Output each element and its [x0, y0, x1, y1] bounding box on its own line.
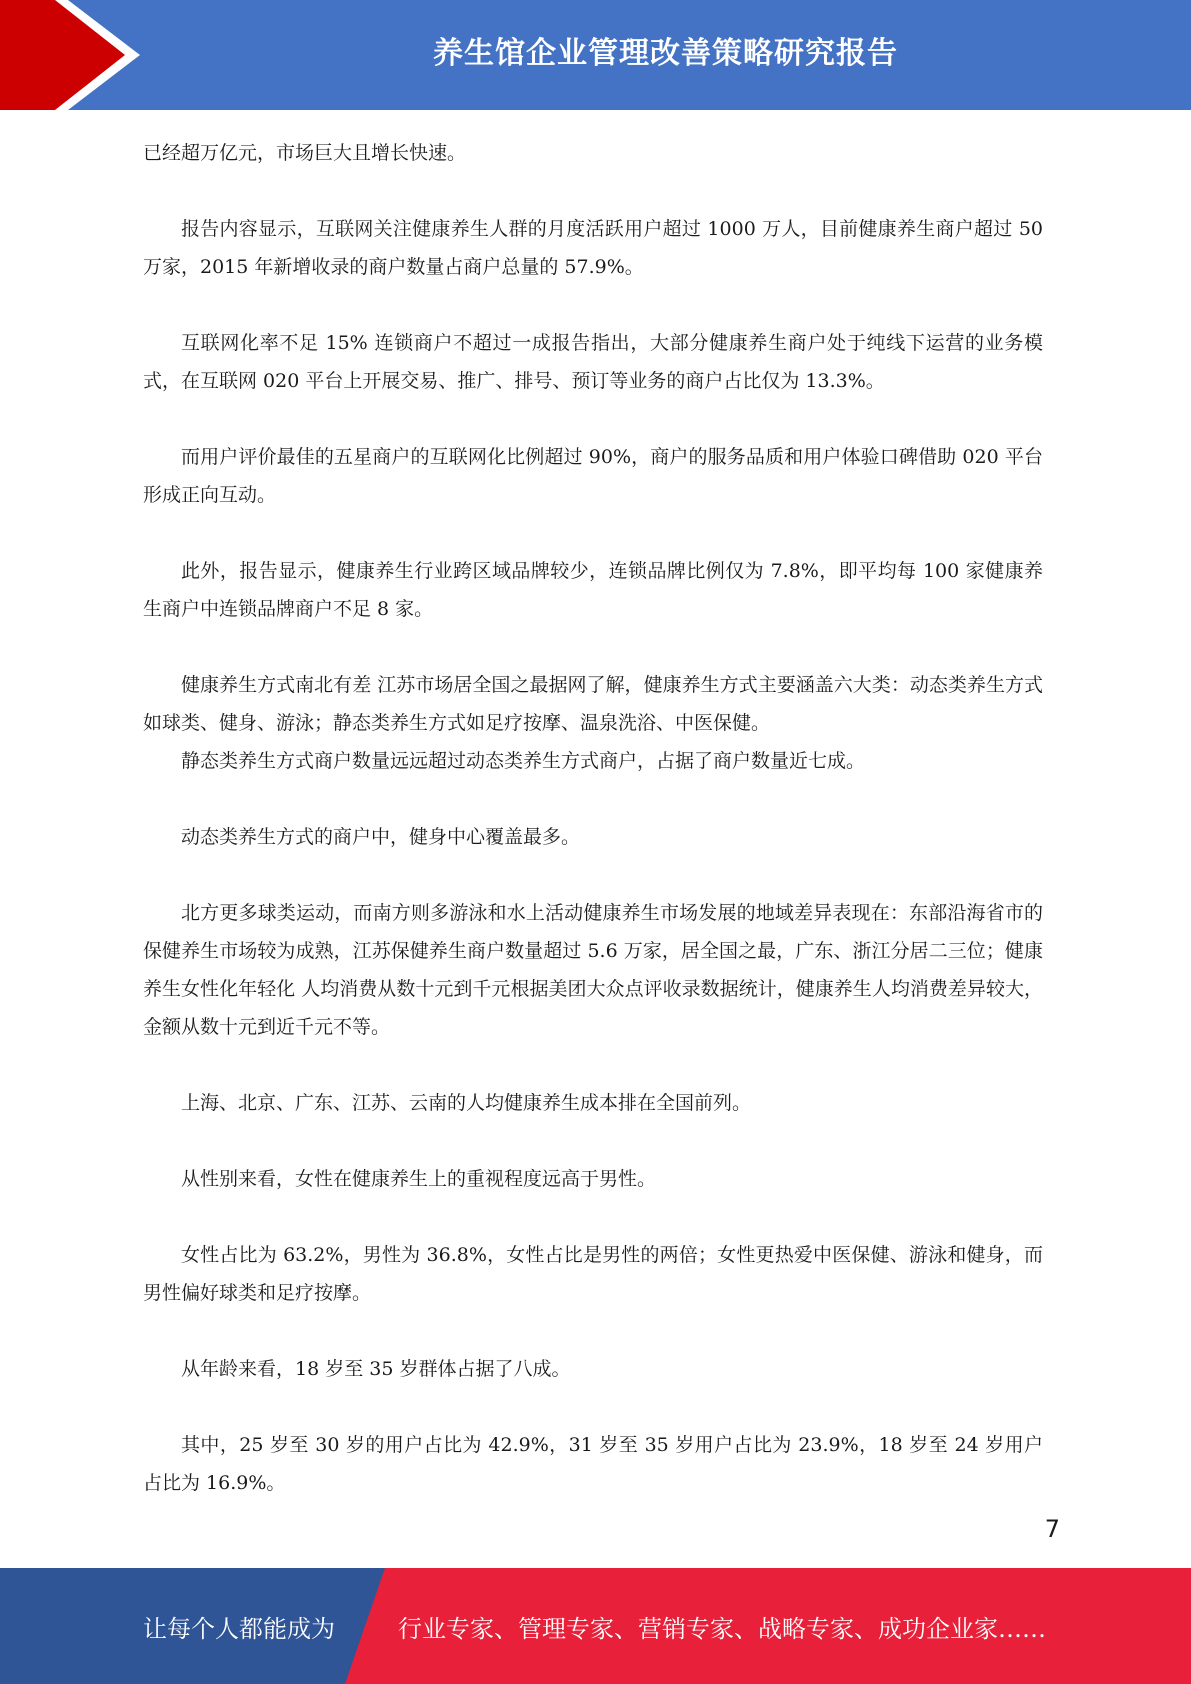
- paragraph: 健康养生方式南北有差 江苏市场居全国之最据网了解，健康养生方式主要涵盖六大类：动态类养生方式如球类、健身、游泳；静态类养生方式如足疗按摩、温泉洗浴、中医保健。: [143, 674, 1043, 734]
- page-header: [0, 0, 1191, 110]
- paragraph: 而用户评价最佳的五星商户的互联网化比例超过 90%，商户的服务品质和用户体验口碑借助 020 平台形成正向互动。: [143, 446, 1043, 506]
- report-title: 养生馆企业管理改善策略研究报告: [433, 36, 898, 71]
- paragraph: 上海、北京、广东、江苏、云南的人均健康养生成本排在全国前列。: [181, 1092, 752, 1114]
- paragraph: 北方更多球类运动，而南方则多游泳和水上活动健康养生市场发展的地域差异表现在：东部沿海省市的保健养生市场较为成熟，江苏保健养生商户数量超过 5.6 万家，居全国之最，广东、浙江分居二三位；健康养生女性化年轻化 人均消费从数十元到千元根据美团大众点评收录数据统计，健康养生人均消费差异较大，金额从数十元到近千元不等。: [143, 902, 1043, 1038]
- paragraph: 互联网化率不足 15% 连锁商户不超过一成报告指出，大部分健康养生商户处于纯线下运营的业务模式，在互联网 020 平台上开展交易、推广、排号、预订等业务的商户占比仅为 13.3%。: [143, 332, 1043, 392]
- header-arrow-decoration: [0, 0, 160, 110]
- paragraph: 此外，报告显示，健康养生行业跨区域品牌较少，连锁品牌比例仅为 7.8%，即平均每 100 家健康养生商户中连锁品牌商户不足 8 家。: [143, 560, 1043, 620]
- paragraph: 从性别来看，女性在健康养生上的重视程度远高于男性。: [181, 1168, 657, 1190]
- page-number: 7: [1044, 1515, 1060, 1543]
- paragraph: 报告内容显示，互联网关注健康养生人群的月度活跃用户超过 1000 万人，目前健康养生商户超过 50 万家，2015 年新增收录的商户数量占商户总量的 57.9%。: [143, 218, 1043, 278]
- paragraph: 其中，25 岁至 30 岁的用户占比为 42.9%，31 岁至 35 岁用户占比为 23.9%，18 岁至 24 岁用户占比为 16.9%。: [143, 1434, 1043, 1494]
- paragraph: 从年龄来看，18 岁至 35 岁群体占据了八成。: [181, 1358, 571, 1380]
- footer-slogan-right: 行业专家、管理专家、营销专家、战略专家、成功企业家……: [398, 1614, 1046, 1643]
- footer-slogan-left: 让每个人都能成为: [143, 1614, 335, 1643]
- paragraph: 女性占比为 63.2%，男性为 36.8%，女性占比是男性的两倍；女性更热爱中医保健、游泳和健身，而男性偏好球类和足疗按摩。: [143, 1244, 1043, 1304]
- paragraph: 静态类养生方式商户数量远远超过动态类养生方式商户，占据了商户数量近七成。: [181, 750, 866, 772]
- paragraph: 已经超万亿元，市场巨大且增长快速。: [143, 142, 467, 164]
- page-footer: [0, 1568, 1191, 1684]
- paragraph: 动态类养生方式的商户中，健身中心覆盖最多。: [181, 826, 581, 848]
- document-body: [143, 134, 1043, 1540]
